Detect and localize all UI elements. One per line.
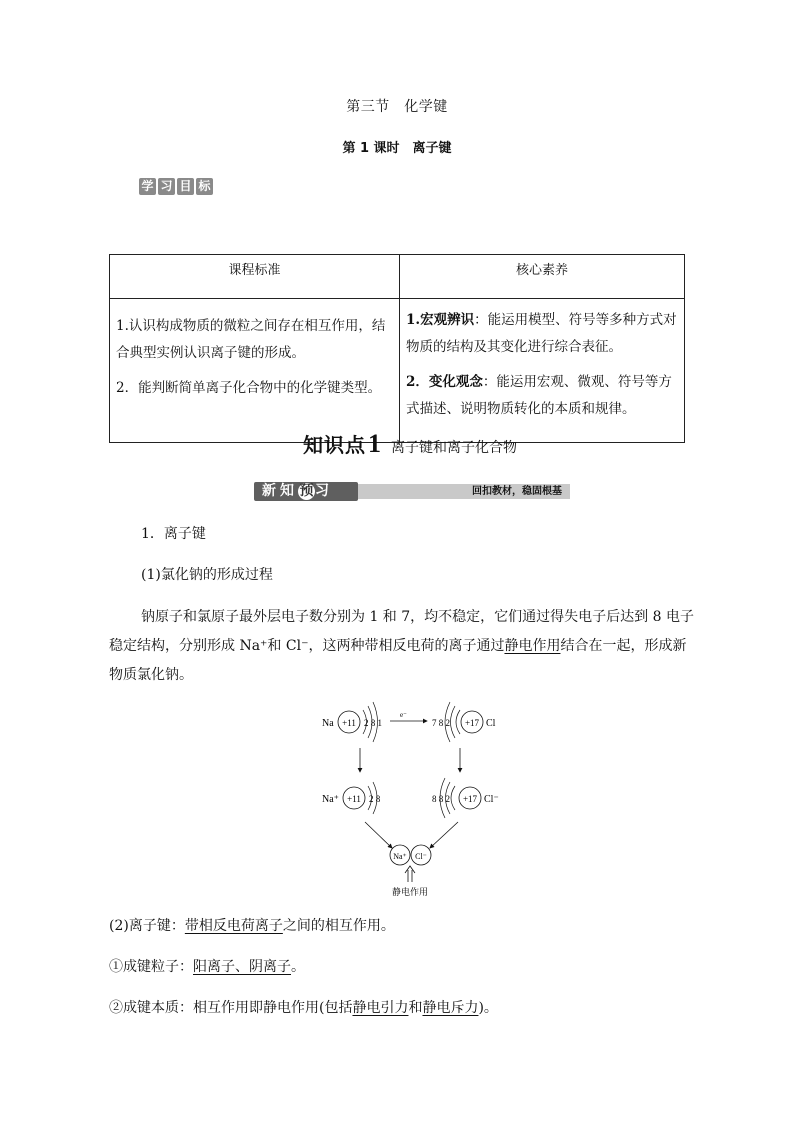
lesson-subtitle: 第 1 课时 离子键 [342, 141, 452, 156]
ionic-bond-definition [109, 913, 699, 940]
heading-ionic-bond: 1．离子键 [141, 526, 206, 542]
knowledge-point-heading [303, 429, 517, 459]
diagram-caption: 静电作用 [391, 887, 429, 897]
na-converge-arrow [365, 822, 392, 848]
na-nucleus-charge: +11 [342, 718, 356, 728]
badge-char: 学 [139, 178, 156, 195]
table-header-curriculum: 课程标准 [110, 255, 400, 299]
def-underlined: 带相反电荷离子 [184, 918, 283, 934]
na-symbol: Na [322, 718, 334, 729]
banner-title [262, 482, 333, 501]
nacl-text-a: 钠原子和氯原子最外层电子数分别为 1 和 7，均不稳定，它们通过得失电子后达到 8 电子稳定结构，分别形成 Na⁺和 Cl⁻，这两种带相反电荷的离子通过 [109, 609, 694, 654]
subheading-nacl: (1)氯化钠的形成过程 [141, 567, 273, 583]
curriculum-item: 2．能判断简单离子化合物中的化学键类型。 [116, 380, 382, 396]
literacy-item-text: ：能运用模型、符号等多种方式对物质的结构及其变化进行综合表征。 [406, 312, 677, 355]
item1-prefix: ①成键粒子： [109, 959, 193, 975]
def-prefix: (2)离子键： [109, 918, 185, 934]
knowledge-point-title: 离子键和离子化合物 [391, 440, 517, 456]
electron-label: e⁻ [400, 711, 407, 719]
item2-mid: 和 [408, 1000, 423, 1016]
na-shell-electrons: 2 8 1 [364, 718, 382, 728]
cl-ion-nucleus-charge: +17 [462, 794, 478, 804]
cl-ion-shell-electrons: 8 8 2 [432, 794, 450, 804]
bonding-particles [109, 954, 699, 981]
literacy-item-label: 1.宏观辨识 [406, 312, 475, 328]
item2-underlined-repulsion: 静电斥力 [422, 1000, 479, 1016]
pair-cl-label: Cl⁻ [415, 852, 427, 861]
na-ion-shell-electrons: 2 8 [369, 794, 381, 804]
banner-circle-char: 预 [299, 483, 314, 499]
nacl-paragraph [109, 603, 699, 690]
item2-suffix: )。 [478, 1000, 498, 1016]
curriculum-item: 1.认识构成物质的微粒之间存在相互作用，结合典型实例认识离子键的形成。 [116, 318, 386, 361]
banner-title-b: 习 [315, 483, 333, 499]
bonding-nature [109, 995, 699, 1022]
cl-converge-arrow [430, 822, 458, 848]
item1-underlined: 阳离子、阴离子 [193, 959, 291, 975]
nacl-text-underlined: 静电作用 [504, 638, 561, 654]
badge-char: 目 [177, 178, 194, 195]
cl-ion-symbol: Cl⁻ [484, 794, 499, 805]
cl-symbol: Cl [486, 718, 496, 729]
double-up-arrow [405, 866, 415, 882]
cl-nucleus-charge: +17 [464, 718, 480, 728]
item2-prefix: ②成键本质：相互作用即静电作用(包括 [109, 1000, 353, 1016]
standards-table [109, 254, 685, 443]
literacy-item [406, 369, 678, 423]
table-header-literacy: 核心素养 [400, 255, 685, 299]
curriculum-cell [110, 299, 400, 443]
item1-suffix: 。 [291, 959, 305, 975]
section-title: 第三节 化学键 [346, 99, 448, 115]
banner-title-a: 新知 [262, 483, 298, 499]
literacy-item [406, 307, 678, 361]
knowledge-point-label: 知识点 [303, 433, 366, 457]
nacl-text-b: 结合在一起，形成新物质氯化钠。 [109, 638, 687, 683]
banner-slogan: 回扣教材，稳固根基 [472, 486, 562, 497]
knowledge-point-number: 1 [368, 429, 381, 458]
badge-char: 习 [158, 178, 175, 195]
def-suffix: 之间的相互作用。 [282, 918, 395, 934]
pair-na-label: Na⁺ [393, 852, 407, 861]
item2-underlined-attraction: 静电引力 [352, 1000, 409, 1016]
badge-char: 标 [196, 178, 213, 195]
nacl-formation-diagram [310, 700, 510, 900]
preview-banner [254, 482, 570, 501]
literacy-cell [400, 299, 685, 443]
literacy-item-text: ：能运用宏观、微观、符号等方式描述、说明物质转化的本质和规律。 [406, 374, 672, 417]
na-ion-symbol: Na⁺ [322, 794, 339, 805]
learning-goals-badge [139, 178, 215, 195]
literacy-item-label: 2．变化观念 [406, 374, 483, 390]
cl-shell-electrons: 7 8 2 [432, 718, 450, 728]
na-ion-nucleus-charge: +11 [347, 794, 361, 804]
